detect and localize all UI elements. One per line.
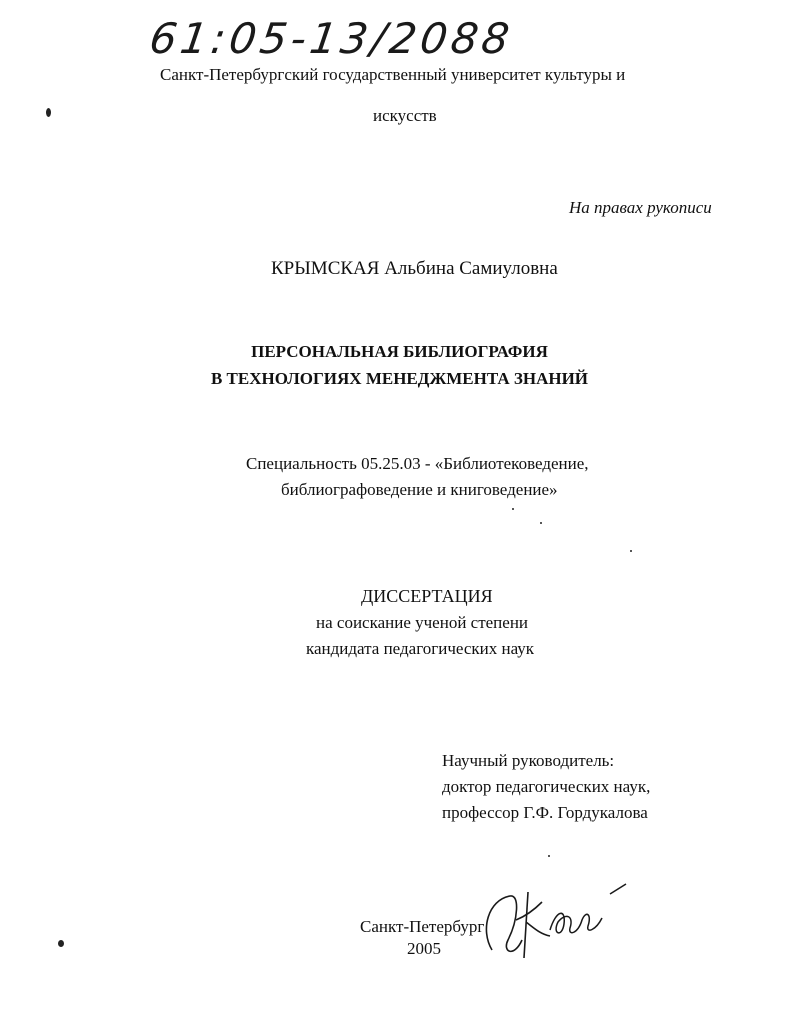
supervisor-degree: доктор педагогических наук, [442,777,651,796]
signature-icon [470,880,640,970]
place: Санкт-Петербург [360,917,485,936]
scan-speck [630,550,632,552]
dissertation-line2: кандидата педагогических наук [306,639,535,658]
title-line2: В ТЕХНОЛОГИЯХ МЕНЕДЖМЕНТА ЗНАНИЙ [210,369,589,388]
dissertation-heading: ДИССЕРТАЦИЯ [361,586,493,606]
institution-line1: Санкт-Петербургский государственный университет культуры и [160,65,626,84]
scan-speck [512,508,514,510]
institution-line2: искусств [373,106,437,125]
scan-speck [46,108,51,117]
supervisor-name: профессор Г.Ф. Гордукалова [442,803,648,822]
supervisor-label: Научный руководитель: [442,751,615,770]
specialty-line2: библиографоведение и книговедение» [281,480,558,499]
scan-speck [540,522,542,524]
year: 2005 [407,939,441,958]
author-name: КРЫМСКАЯ Альбина Самиуловна [271,258,558,279]
catalog-number: 61:05-13/2088 [146,14,517,63]
scan-speck [548,855,550,857]
title-line1: ПЕРСОНАЛЬНАЯ БИБЛИОГРАФИЯ [251,342,548,361]
specialty-line1: Специальность 05.25.03 - «Библиотековедение, [246,454,589,473]
rights-note: На правах рукописи [569,198,712,217]
dissertation-line1: на соискание ученой степени [316,613,529,632]
scan-speck [58,940,64,947]
